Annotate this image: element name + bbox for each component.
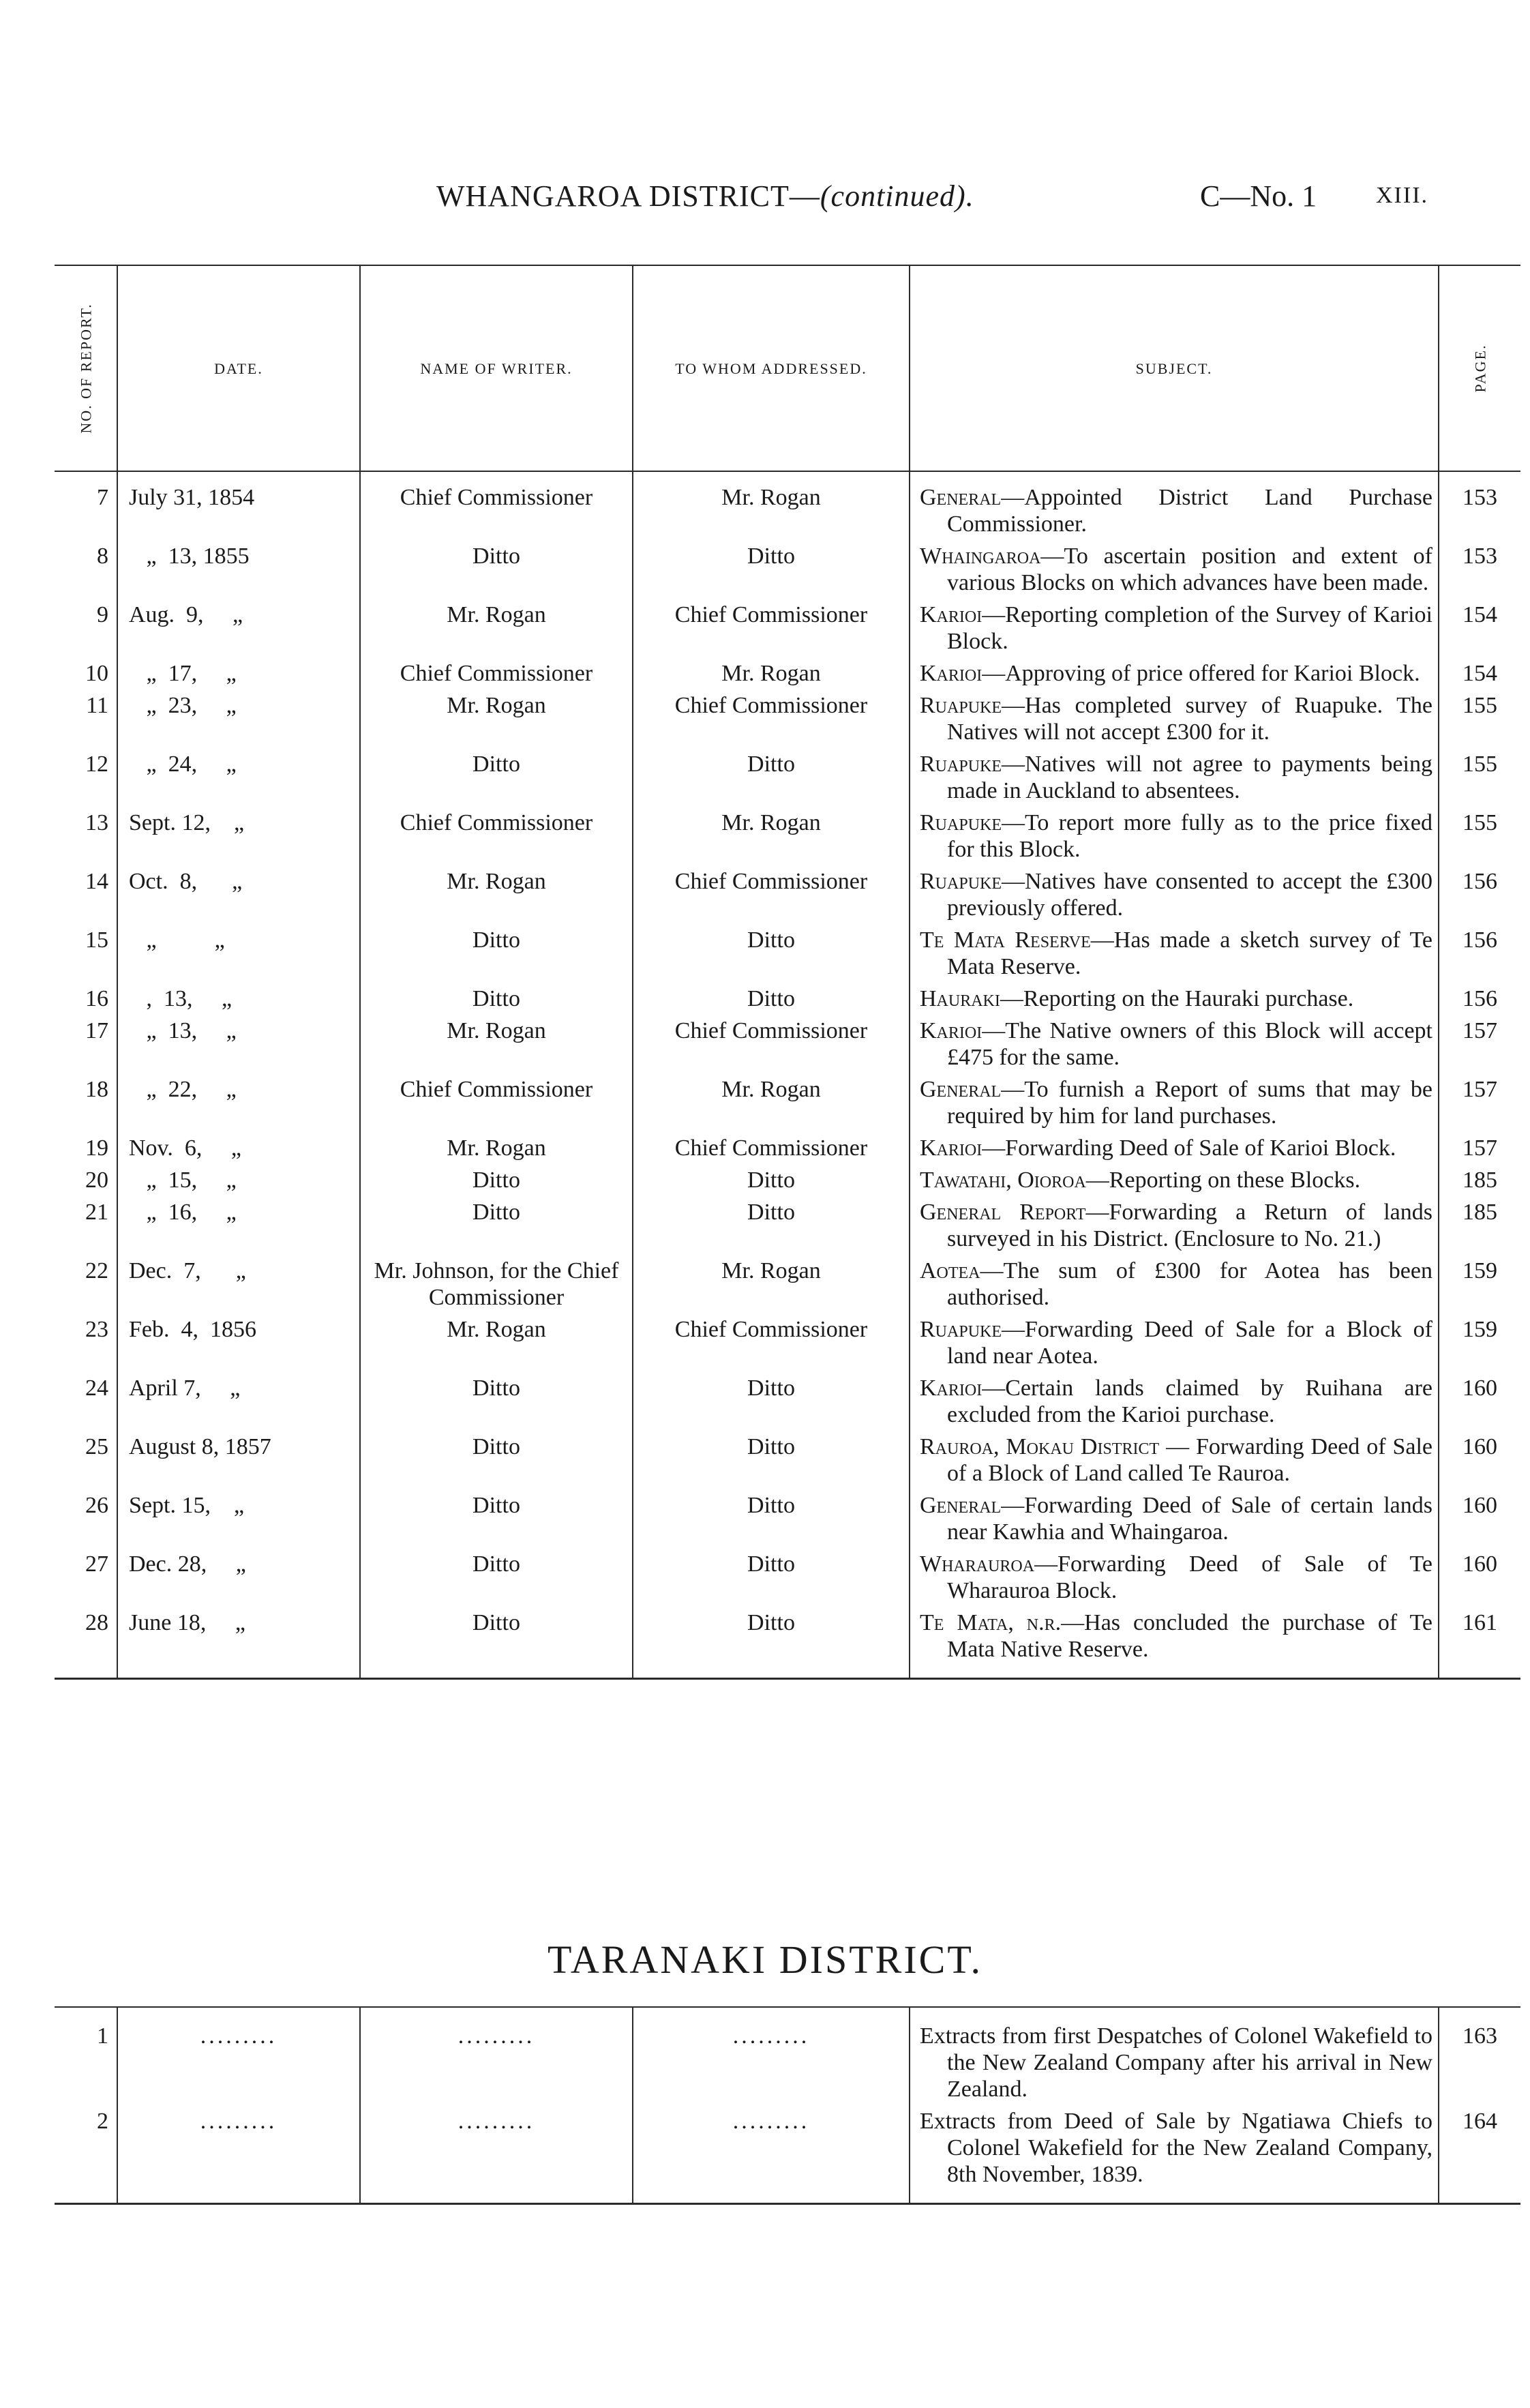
writer-name: Ditto (360, 1492, 633, 1551)
report-date: Feb. 4, 1856 (117, 1316, 360, 1375)
table-row (55, 751, 1520, 809)
addressee-name: Ditto (633, 1492, 910, 1551)
report-number: 7 (97, 485, 108, 510)
report-number: 24 (85, 1376, 108, 1401)
writer-name: Mr. Rogan (360, 1017, 633, 1076)
subject-text: —Reporting on the Hauraki purchase. (1000, 986, 1354, 1011)
subject-text: —To report more fully as to the price fixed for this Block. (947, 810, 1432, 862)
writer-name: Mr. Johnson, for the Chief Commissioner (360, 1258, 633, 1316)
table-row (55, 601, 1520, 660)
report-date: „ 17, „ (117, 660, 360, 692)
writer-name: Ditto (360, 1375, 633, 1433)
writer-name: Ditto (360, 1433, 633, 1492)
subject-place: General (920, 485, 1002, 510)
subject-text: — Forwarding Deed of Sale of a Block of Land called Te Rauroa. (947, 1434, 1432, 1486)
table-row (55, 2108, 1520, 2204)
addressee-name: Ditto (633, 927, 910, 985)
report-number: 26 (85, 1493, 108, 1518)
column-header-writer: NAME OF WRITER. (360, 265, 633, 471)
report-date: Dec. 7, „ (117, 1258, 360, 1316)
addressee-name: Chief Commissioner (633, 1017, 910, 1076)
addressee-name: Chief Commissioner (633, 1135, 910, 1167)
report-date: „ 13, „ (117, 1017, 360, 1076)
writer-name: Mr. Rogan (360, 692, 633, 751)
table-row (55, 1167, 1520, 1199)
paper-reference: C—No. 1 (1200, 179, 1317, 213)
writer-name: Mr. Rogan (360, 868, 633, 927)
subject-cell (910, 1017, 1439, 1076)
report-number: 2 (55, 2108, 117, 2204)
report-number: 11 (86, 693, 108, 718)
page-reference: 157 (1439, 1135, 1520, 1167)
report-date: „ 24, „ (117, 751, 360, 809)
subject-place: General Report (920, 1200, 1086, 1225)
page-reference: 161 (1439, 1609, 1520, 1679)
page-reference: 154 (1439, 660, 1520, 692)
report-date: Sept. 12, „ (117, 809, 360, 868)
writer-name: Ditto (360, 543, 633, 601)
subject-place: Karioi (920, 602, 982, 627)
subject-text: —Forwarding Deed of Sale of certain lands near Kawhia and Whaingaroa. (947, 1493, 1432, 1545)
addressee-name: ......... (633, 2108, 910, 2204)
subject-text: —Has completed survey of Ruapuke. The Natives will not accept £300 for it. (947, 693, 1432, 745)
subject-cell (910, 660, 1439, 692)
writer-name: Chief Commissioner (360, 471, 633, 543)
subject-text: —Natives will not agree to payments being made in Auckland to absentees. (947, 752, 1432, 803)
report-date: „ „ (117, 927, 360, 985)
report-date: Nov. 6, „ (117, 1135, 360, 1167)
writer-name: Chief Commissioner (360, 1076, 633, 1135)
report-number: 12 (85, 752, 108, 777)
addressee-name: Ditto (633, 543, 910, 601)
subject-cell (910, 543, 1439, 601)
report-date: „ 23, „ (117, 692, 360, 751)
table-row (55, 660, 1520, 692)
subject-place: Whaingaroa (920, 544, 1041, 569)
report-number: 17 (85, 1018, 108, 1043)
subject-cell (910, 601, 1439, 660)
subject-text: —To furnish a Report of sums that may be required by him for land purchases. (947, 1077, 1432, 1129)
subject-place: Rauroa, Mokau District (920, 1434, 1160, 1459)
table-row (55, 692, 1520, 751)
subject-cell (910, 927, 1439, 985)
table-row (55, 1076, 1520, 1135)
addressee-name: ......... (633, 2007, 910, 2108)
report-number: 23 (85, 1317, 108, 1342)
subject-place: Karioi (920, 1135, 982, 1161)
page-reference: 160 (1439, 1551, 1520, 1609)
page-reference: 156 (1439, 927, 1520, 985)
writer-name: Ditto (360, 985, 633, 1017)
page-reference: 159 (1439, 1258, 1520, 1316)
report-number: 21 (85, 1200, 108, 1225)
report-date: ......... (117, 2108, 360, 2204)
addressee-name: Chief Commissioner (633, 868, 910, 927)
subject-place: Karioi (920, 1018, 982, 1043)
report-number: 18 (85, 1077, 108, 1102)
subject-cell (910, 471, 1439, 543)
report-number: 16 (85, 986, 108, 1011)
page-title: WHANGAROA DISTRICT—(continued). (436, 179, 974, 213)
table-row (55, 1492, 1520, 1551)
writer-name: Ditto (360, 1167, 633, 1199)
page-reference: 160 (1439, 1375, 1520, 1433)
table-row (55, 471, 1520, 543)
taranaki-table-body (55, 2007, 1520, 2204)
writer-name: ......... (360, 2108, 633, 2204)
report-number: 1 (55, 2007, 117, 2108)
table-row (55, 809, 1520, 868)
page-reference: 155 (1439, 809, 1520, 868)
report-date: Sept. 15, „ (117, 1492, 360, 1551)
addressee-name: Mr. Rogan (633, 1076, 910, 1135)
table-row (55, 868, 1520, 927)
report-date: „ 13, 1855 (117, 543, 360, 601)
page-reference: 160 (1439, 1492, 1520, 1551)
page-reference: 163 (1439, 2007, 1520, 2108)
column-header-page: PAGE. (1439, 265, 1520, 471)
report-date: July 31, 1854 (117, 471, 360, 543)
report-date: ......... (117, 2007, 360, 2108)
subject-cell (910, 1258, 1439, 1316)
addressee-name: Mr. Rogan (633, 809, 910, 868)
report-date: „ 22, „ (117, 1076, 360, 1135)
subject-place: Te Mata, n.r. (920, 1610, 1062, 1635)
report-date: August 8, 1857 (117, 1433, 360, 1492)
subject-text: Extracts from Deed of Sale by Ngatiawa Chiefs to Colonel Wakefield for the New Zealand Company, 8th November, 1839. (920, 2109, 1432, 2187)
addressee-name: Mr. Rogan (633, 660, 910, 692)
subject-cell (910, 1375, 1439, 1433)
table-row (55, 1609, 1520, 1679)
report-date: „ 16, „ (117, 1199, 360, 1258)
subject-place: Ruapuke (920, 1317, 1002, 1342)
page-reference: 159 (1439, 1316, 1520, 1375)
addressee-name: Chief Commissioner (633, 692, 910, 751)
subject-place: Karioi (920, 661, 982, 686)
table-row (55, 1258, 1520, 1316)
writer-name: Mr. Rogan (360, 1316, 633, 1375)
report-number: 28 (55, 1609, 117, 1679)
subject-place: General (920, 1493, 1002, 1518)
table-row (55, 1135, 1520, 1167)
page-reference: 153 (1439, 471, 1520, 543)
taranaki-table (55, 2006, 1520, 2205)
subject-place: General (920, 1077, 1002, 1102)
subject-text: —Has concluded the purchase of Te Mata Native Reserve. (947, 1610, 1433, 1662)
subject-cell (910, 1433, 1439, 1492)
subject-text: —The sum of £300 for Aotea has been authorised. (947, 1258, 1432, 1310)
report-date: Aug. 9, „ (117, 601, 360, 660)
subject-text: —Forwarding Deed of Sale of Te Wharauroa Block. (947, 1551, 1432, 1603)
table-body (55, 471, 1520, 1679)
subject-cell (910, 1551, 1439, 1609)
subject-place: Te Mata Reserve (920, 927, 1091, 953)
subject-cell (910, 2007, 1439, 2108)
column-header-date: DATE. (117, 265, 360, 471)
subject-text: —The Native owners of this Block will accept £475 for the same. (947, 1018, 1432, 1070)
subject-cell (910, 1076, 1439, 1135)
subject-text: —Forwarding a Return of lands surveyed in his District. (Enclosure to No. 21.) (947, 1200, 1433, 1251)
addressee-name: Ditto (633, 751, 910, 809)
table-row (55, 1375, 1520, 1433)
subject-text: —Certain lands claimed by Ruihana are excluded from the Karioi purchase. (947, 1376, 1432, 1427)
column-header-to: TO WHOM ADDRESSED. (633, 265, 910, 471)
subject-cell (910, 1135, 1439, 1167)
report-number: 14 (85, 869, 108, 894)
subject-text: —Appointed District Land Purchase Commissioner. (947, 485, 1432, 537)
report-number: 8 (97, 544, 108, 569)
subject-cell (910, 1609, 1439, 1679)
addressee-name: Ditto (633, 1375, 910, 1433)
report-date: Oct. 8, „ (117, 868, 360, 927)
addressee-name: Ditto (633, 1609, 910, 1679)
table-row (55, 543, 1520, 601)
writer-name: ......... (360, 2007, 633, 2108)
table-row (55, 1199, 1520, 1258)
subject-cell (910, 1492, 1439, 1551)
subject-text: —Reporting completion of the Survey of Karioi Block. (947, 602, 1432, 654)
subject-text: Extracts from first Despatches of Colonel Wakefield to the New Zealand Company after his arrival in New Zealand. (920, 2023, 1432, 2102)
subject-cell (910, 1199, 1439, 1258)
subject-cell (910, 985, 1439, 1017)
report-number: 25 (85, 1434, 108, 1459)
subject-cell (910, 1316, 1439, 1375)
page-header (0, 179, 1530, 226)
writer-name: Mr. Rogan (360, 601, 633, 660)
subject-cell (910, 692, 1439, 751)
subject-text: —Reporting on these Blocks. (1085, 1168, 1361, 1193)
report-number: 22 (85, 1258, 108, 1283)
page-reference: 155 (1439, 751, 1520, 809)
report-number: 10 (85, 661, 108, 686)
writer-name: Ditto (360, 1199, 633, 1258)
subject-cell (910, 1167, 1439, 1199)
page-reference: 153 (1439, 543, 1520, 601)
writer-name: Ditto (360, 1609, 633, 1679)
page-number: XIII. (1376, 183, 1429, 208)
page-reference: 185 (1439, 1167, 1520, 1199)
subject-place: Karioi (920, 1376, 982, 1401)
whangaroa-table (55, 265, 1520, 1680)
writer-name: Ditto (360, 751, 633, 809)
subject-place: Hauraki (920, 986, 1000, 1011)
subject-place: Ruapuke (920, 693, 1002, 718)
page-reference: 157 (1439, 1017, 1520, 1076)
subject-text: —Has made a sketch survey of Te Mata Reserve. (947, 927, 1432, 979)
subject-place: Ruapuke (920, 810, 1002, 835)
report-date: Dec. 28, „ (117, 1551, 360, 1609)
page-reference: 156 (1439, 868, 1520, 927)
addressee-name: Ditto (633, 1433, 910, 1492)
subject-text: —Forwarding Deed of Sale for a Block of land near Aotea. (947, 1317, 1432, 1369)
section-title-taranaki: TARANAKI DISTRICT. (548, 1937, 982, 1982)
addressee-name: Chief Commissioner (633, 1316, 910, 1375)
page-reference: 185 (1439, 1199, 1520, 1258)
subject-cell (910, 868, 1439, 927)
subject-place: Ruapuke (920, 752, 1002, 777)
subject-cell (910, 809, 1439, 868)
page-reference: 157 (1439, 1076, 1520, 1135)
subject-text: —To ascertain position and extent of various Blocks on which advances have been made. (947, 544, 1432, 595)
addressee-name: Mr. Rogan (633, 1258, 910, 1316)
table-header-row (55, 265, 1520, 471)
addressee-name: Mr. Rogan (633, 471, 910, 543)
table-row (55, 1316, 1520, 1375)
report-date: , 13, „ (117, 985, 360, 1017)
report-number: 9 (97, 602, 108, 627)
table-row (55, 1017, 1520, 1076)
column-header-subject: SUBJECT. (910, 265, 1439, 471)
subject-place: Ruapuke (920, 869, 1002, 894)
addressee-name: Ditto (633, 1551, 910, 1609)
subject-place: Aotea (920, 1258, 980, 1283)
table-row (55, 2007, 1520, 2108)
report-number: 27 (85, 1551, 108, 1577)
writer-name: Chief Commissioner (360, 660, 633, 692)
page-reference: 155 (1439, 692, 1520, 751)
addressee-name: Chief Commissioner (633, 601, 910, 660)
addressee-name: Ditto (633, 1199, 910, 1258)
subject-text: —Natives have consented to accept the £300 previously offered. (947, 869, 1432, 921)
writer-name: Ditto (360, 1551, 633, 1609)
subject-cell (910, 751, 1439, 809)
addressee-name: Ditto (633, 1167, 910, 1199)
column-header-no: NO. OF REPORT. (55, 265, 117, 471)
page-reference: 154 (1439, 601, 1520, 660)
subject-text: —Forwarding Deed of Sale of Karioi Block. (982, 1135, 1396, 1161)
report-number: 20 (85, 1168, 108, 1193)
report-date: April 7, „ (117, 1375, 360, 1433)
table-row (55, 927, 1520, 985)
table-row (55, 1551, 1520, 1609)
table-row (55, 1433, 1520, 1492)
page-reference: 164 (1439, 2108, 1520, 2204)
subject-place: Wharauroa (920, 1551, 1035, 1577)
subject-text: —Approving of price offered for Karioi Block. (982, 661, 1420, 686)
page-reference: 160 (1439, 1433, 1520, 1492)
table-row (55, 985, 1520, 1017)
page-reference: 156 (1439, 985, 1520, 1017)
writer-name: Ditto (360, 927, 633, 985)
addressee-name: Ditto (633, 985, 910, 1017)
writer-name: Mr. Rogan (360, 1135, 633, 1167)
report-number: 19 (85, 1135, 108, 1161)
report-number: 13 (85, 810, 108, 835)
report-date: June 18, „ (117, 1609, 360, 1679)
report-number: 15 (85, 927, 108, 953)
report-date: „ 15, „ (117, 1167, 360, 1199)
subject-place: Tawatahi, Oioroa (920, 1168, 1086, 1193)
writer-name: Chief Commissioner (360, 809, 633, 868)
subject-cell (910, 2108, 1439, 2204)
